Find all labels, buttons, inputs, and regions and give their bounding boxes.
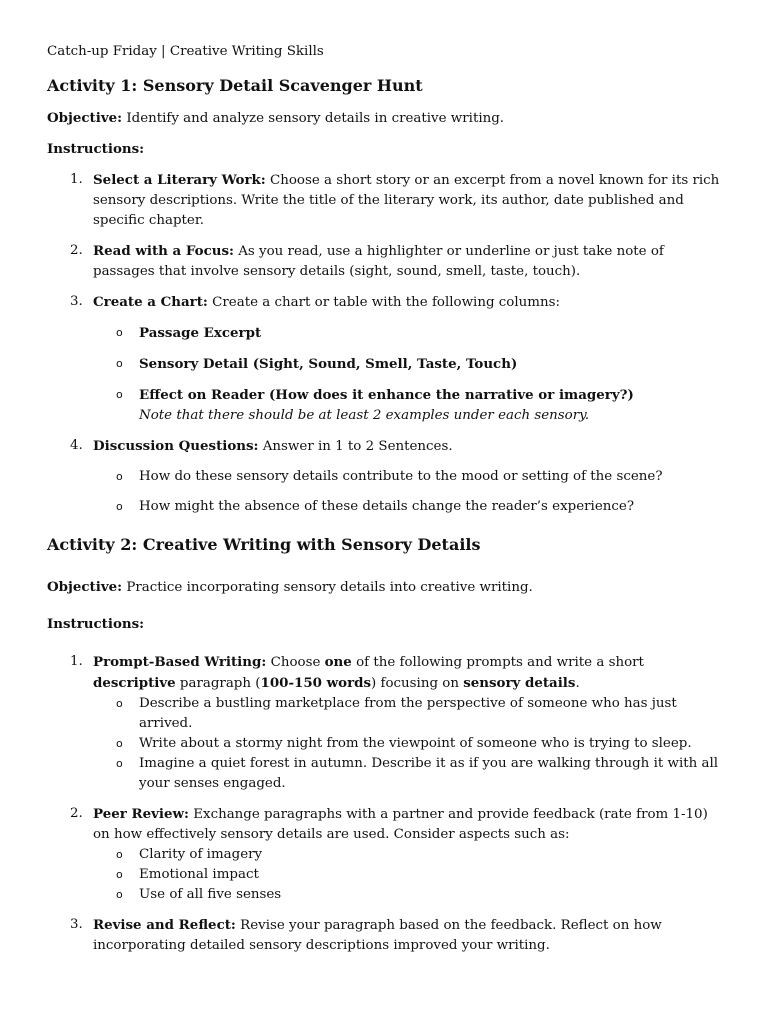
item-label: Select a Literary Work:	[93, 172, 266, 188]
chart-columns-list	[93, 323, 720, 426]
bullet-icon: o	[116, 737, 123, 750]
item-text: Revise your paragraph based on the feedback. Reflect on how incorporating detailed sensory descriptions improved your writing.	[93, 918, 662, 953]
bullet-icon: o	[116, 848, 123, 861]
item-number: 1.	[70, 172, 83, 187]
item-label: Prompt-Based Writing:	[93, 654, 267, 670]
activity1-objective	[47, 108, 720, 129]
list-item: o Effect on Reader (How does it enhance the narrative or imagery?) Note that there should be at least 2 examples under each sensory.	[116, 387, 634, 423]
bullet-icon: o	[116, 868, 123, 881]
item-label: Discussion Questions:	[93, 438, 259, 454]
item-number: 2.	[70, 243, 83, 258]
list-item: o Write about a stormy night from the viewpoint of someone who is trying to sleep.	[93, 734, 720, 754]
activity1-steps	[47, 170, 720, 517]
list-item	[47, 804, 720, 905]
item-text: Create a chart or table with the following columns:	[212, 295, 560, 310]
list-item: o Imagine a quiet forest in autumn. Describe it as if you are walking through it with all your senses engaged.	[116, 756, 719, 791]
item-label: Revise and Reflect:	[93, 917, 236, 933]
activity2-title: Activity 2: Creative Writing with Sensory Details	[47, 535, 481, 554]
item-label: Peer Review:	[93, 806, 189, 822]
bullet-icon: o	[116, 697, 123, 710]
bullet-icon: o	[116, 357, 123, 370]
item-label: Read with a Focus:	[93, 243, 234, 259]
activity2-instructions-label: Instructions:	[47, 616, 145, 632]
bullet-icon: o	[116, 500, 123, 513]
item-number: 1.	[70, 654, 83, 669]
list-item	[47, 915, 720, 956]
activity2-objective	[47, 577, 720, 598]
objective-text: Practice incorporating sensory details into creative writing.	[126, 580, 533, 595]
list-item	[47, 241, 720, 282]
bullet-icon: o	[116, 470, 123, 483]
item-number: 3.	[70, 917, 83, 932]
list-item	[47, 170, 720, 231]
aspects-list	[93, 845, 720, 905]
activity2-steps	[47, 652, 720, 956]
discussion-questions-list	[93, 467, 720, 517]
list-item: o Use of all five senses	[93, 885, 720, 905]
list-item: o Sensory Detail (Sight, Sound, Smell, Taste, Touch)	[116, 356, 518, 372]
list-item: 1. Prompt-Based Writing: Choose one of the following prompts and write a short descriptive paragraph (100-150 words) focusing on sensory details. o Describe a bustling marketplace from the perspective of someone who has just arrived. o Write about a stormy night from the viewpoint of someone who is trying to sleep. o Imagine a quiet forest in autumn. Describe it as if you are walking through it with all your senses engaged.	[47, 652, 720, 794]
list-item: o Emotional impact	[93, 865, 720, 885]
objective-label: Objective:	[47, 579, 123, 595]
prompts-list	[93, 694, 720, 794]
bullet-icon: o	[116, 388, 123, 401]
activity1-instructions-label: Instructions:	[47, 141, 145, 157]
list-item: o How do these sensory details contribute to the mood or setting of the scene?	[93, 467, 720, 487]
objective-label: Objective:	[47, 110, 123, 126]
bullet-icon: o	[116, 757, 123, 770]
item-number: 2.	[70, 806, 83, 821]
item-number: 4.	[70, 438, 83, 453]
list-item	[47, 292, 720, 426]
item-text: Choose a short story or an excerpt from a novel known for its rich sensory descriptions. Write the title of the literary work, its author, date published and specific chapter.	[93, 173, 720, 228]
item-text: As you read, use a highlighter or underline or just take note of passages that involve sensory details (sight, sound, smell, taste, touch).	[93, 244, 664, 279]
list-item: o Passage Excerpt	[116, 325, 262, 341]
activity1-title: Activity 1: Sensory Detail Scavenger Hunt	[47, 76, 423, 95]
item-number: 3.	[70, 294, 83, 309]
chart-note: Note that there should be at least 2 examples under each sensory.	[139, 408, 590, 423]
bullet-icon: o	[116, 326, 123, 339]
objective-text: Identify and analyze sensory details in creative writing.	[126, 111, 505, 126]
document-header: Catch-up Friday | Creative Writing Skills	[47, 44, 324, 59]
list-item: o How might the absence of these details change the reader’s experience?	[93, 497, 720, 517]
list-item	[47, 436, 720, 517]
list-item: o Clarity of imagery	[93, 845, 720, 865]
item-text: Answer in 1 to 2 Sentences.	[262, 439, 453, 454]
item-text: Exchange paragraphs with a partner and provide feedback (rate from 1-10) on how effectively sensory details are used. Consider aspects such as:	[93, 807, 708, 842]
item-label: Create a Chart:	[93, 294, 208, 310]
list-item: o Describe a bustling marketplace from the perspective of someone who has just arrived.	[116, 696, 677, 731]
bullet-icon: o	[116, 888, 123, 901]
